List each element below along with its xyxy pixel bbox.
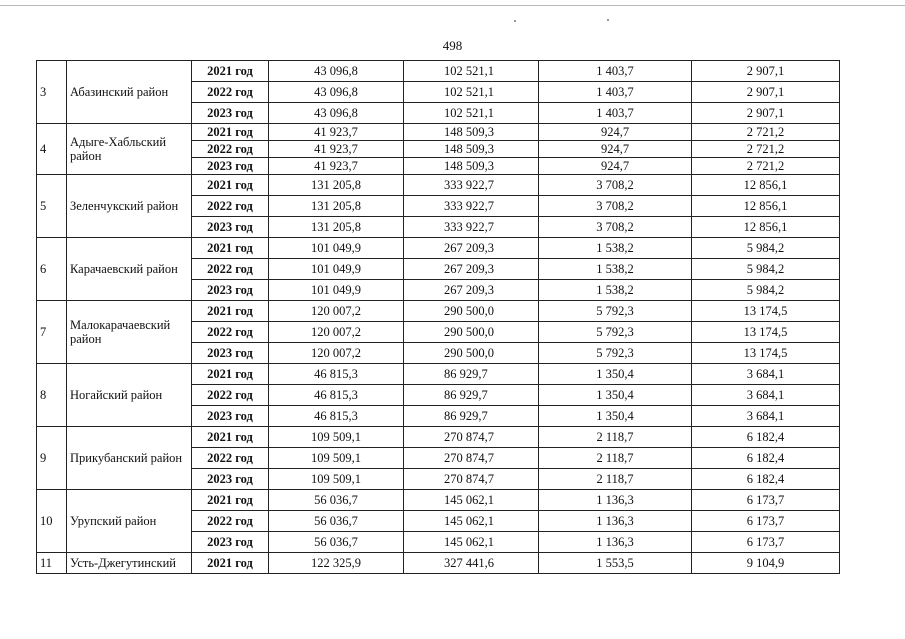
- value-cell-1: 120 007,2: [269, 301, 404, 322]
- value-cell-2: 333 922,7: [404, 217, 539, 238]
- value-cell-4: 2 907,1: [692, 61, 840, 82]
- value-cell-1: 122 325,9: [269, 553, 404, 574]
- value-cell-4: 6 173,7: [692, 490, 840, 511]
- value-cell-3: 3 708,2: [539, 175, 692, 196]
- value-cell-3: 924,7: [539, 141, 692, 158]
- year-cell: 2021 год: [192, 124, 269, 141]
- value-cell-3: 5 792,3: [539, 301, 692, 322]
- value-cell-3: 5 792,3: [539, 322, 692, 343]
- value-cell-4: 6 173,7: [692, 511, 840, 532]
- table-row: [37, 175, 840, 196]
- year-cell: 2021 год: [192, 364, 269, 385]
- district-number: 3: [37, 61, 67, 124]
- year-cell: 2021 год: [192, 301, 269, 322]
- value-cell-1: 43 096,8: [269, 103, 404, 124]
- value-cell-2: 145 062,1: [404, 532, 539, 553]
- value-cell-3: 3 708,2: [539, 196, 692, 217]
- value-cell-4: 2 907,1: [692, 103, 840, 124]
- value-cell-2: 148 509,3: [404, 124, 539, 141]
- scan-border-line: [0, 5, 905, 6]
- year-cell: 2021 год: [192, 175, 269, 196]
- district-number: 5: [37, 175, 67, 238]
- value-cell-2: 270 874,7: [404, 427, 539, 448]
- value-cell-1: 56 036,7: [269, 511, 404, 532]
- district-number: 10: [37, 490, 67, 553]
- value-cell-2: 270 874,7: [404, 448, 539, 469]
- value-cell-4: 9 104,9: [692, 553, 840, 574]
- value-cell-1: 46 815,3: [269, 406, 404, 427]
- value-cell-2: 102 521,1: [404, 82, 539, 103]
- year-cell: 2023 год: [192, 469, 269, 490]
- value-cell-1: 109 509,1: [269, 448, 404, 469]
- value-cell-2: 86 929,7: [404, 406, 539, 427]
- value-cell-1: 120 007,2: [269, 343, 404, 364]
- district-name: Ногайский район: [67, 364, 192, 427]
- year-cell: 2021 год: [192, 553, 269, 574]
- value-cell-3: 1 403,7: [539, 61, 692, 82]
- scan-speck: [607, 19, 609, 21]
- value-cell-3: 1 553,5: [539, 553, 692, 574]
- value-cell-4: 13 174,5: [692, 301, 840, 322]
- district-name: Абазинский район: [67, 61, 192, 124]
- year-cell: 2022 год: [192, 322, 269, 343]
- value-cell-2: 148 509,3: [404, 158, 539, 175]
- value-cell-2: 102 521,1: [404, 61, 539, 82]
- value-cell-1: 101 049,9: [269, 280, 404, 301]
- value-cell-2: 145 062,1: [404, 490, 539, 511]
- value-cell-1: 41 923,7: [269, 141, 404, 158]
- value-cell-4: 13 174,5: [692, 343, 840, 364]
- district-name: Урупский район: [67, 490, 192, 553]
- value-cell-3: 1 403,7: [539, 103, 692, 124]
- scan-speck: [514, 20, 516, 22]
- district-name: Зеленчукский район: [67, 175, 192, 238]
- year-cell: 2022 год: [192, 385, 269, 406]
- page-number: 498: [442, 38, 463, 53]
- value-cell-3: 2 118,7: [539, 469, 692, 490]
- value-cell-2: 327 441,6: [404, 553, 539, 574]
- value-cell-4: 12 856,1: [692, 175, 840, 196]
- value-cell-1: 46 815,3: [269, 364, 404, 385]
- value-cell-4: 6 182,4: [692, 448, 840, 469]
- value-cell-2: 86 929,7: [404, 364, 539, 385]
- value-cell-4: 6 182,4: [692, 469, 840, 490]
- year-cell: 2022 год: [192, 511, 269, 532]
- value-cell-4: 6 182,4: [692, 427, 840, 448]
- value-cell-2: 86 929,7: [404, 385, 539, 406]
- value-cell-4: 3 684,1: [692, 364, 840, 385]
- value-cell-3: 1 350,4: [539, 406, 692, 427]
- year-cell: 2023 год: [192, 158, 269, 175]
- year-cell: 2021 год: [192, 490, 269, 511]
- district-name: Усть-Джегутинский: [67, 553, 192, 574]
- table-row: [37, 301, 840, 322]
- value-cell-3: 2 118,7: [539, 448, 692, 469]
- value-cell-3: 1 538,2: [539, 280, 692, 301]
- value-cell-3: 1 538,2: [539, 259, 692, 280]
- value-cell-2: 270 874,7: [404, 469, 539, 490]
- value-cell-4: 12 856,1: [692, 196, 840, 217]
- year-cell: 2023 год: [192, 406, 269, 427]
- value-cell-3: 3 708,2: [539, 217, 692, 238]
- value-cell-3: 1 350,4: [539, 364, 692, 385]
- value-cell-2: 333 922,7: [404, 175, 539, 196]
- value-cell-3: 2 118,7: [539, 427, 692, 448]
- table-row: [37, 427, 840, 448]
- value-cell-2: 267 209,3: [404, 238, 539, 259]
- district-name: Карачаевский район: [67, 238, 192, 301]
- district-number: 8: [37, 364, 67, 427]
- value-cell-2: 333 922,7: [404, 196, 539, 217]
- value-cell-3: 1 538,2: [539, 238, 692, 259]
- value-cell-1: 101 049,9: [269, 259, 404, 280]
- district-number: 9: [37, 427, 67, 490]
- table-row: [37, 238, 840, 259]
- value-cell-2: 267 209,3: [404, 259, 539, 280]
- value-cell-4: 2 721,2: [692, 124, 840, 141]
- value-cell-2: 102 521,1: [404, 103, 539, 124]
- year-cell: 2022 год: [192, 259, 269, 280]
- district-name: Малокарачаевский район: [67, 301, 192, 364]
- value-cell-2: 290 500,0: [404, 343, 539, 364]
- value-cell-1: 109 509,1: [269, 427, 404, 448]
- value-cell-4: 12 856,1: [692, 217, 840, 238]
- value-cell-2: 290 500,0: [404, 301, 539, 322]
- value-cell-1: 131 205,8: [269, 196, 404, 217]
- value-cell-1: 41 923,7: [269, 124, 404, 141]
- value-cell-3: 1 403,7: [539, 82, 692, 103]
- value-cell-1: 101 049,9: [269, 238, 404, 259]
- value-cell-2: 148 509,3: [404, 141, 539, 158]
- district-number: 7: [37, 301, 67, 364]
- value-cell-1: 46 815,3: [269, 385, 404, 406]
- year-cell: 2021 год: [192, 61, 269, 82]
- value-cell-4: 5 984,2: [692, 259, 840, 280]
- value-cell-4: 3 684,1: [692, 385, 840, 406]
- value-cell-4: 2 721,2: [692, 158, 840, 175]
- year-cell: 2022 год: [192, 141, 269, 158]
- table-row: [37, 490, 840, 511]
- value-cell-1: 109 509,1: [269, 469, 404, 490]
- district-name: Прикубанский район: [67, 427, 192, 490]
- value-cell-1: 131 205,8: [269, 217, 404, 238]
- year-cell: 2023 год: [192, 103, 269, 124]
- year-cell: 2023 год: [192, 280, 269, 301]
- district-number: 11: [37, 553, 67, 574]
- year-cell: 2023 год: [192, 532, 269, 553]
- value-cell-3: 1 350,4: [539, 385, 692, 406]
- year-cell: 2023 год: [192, 217, 269, 238]
- district-number: 6: [37, 238, 67, 301]
- value-cell-3: 924,7: [539, 124, 692, 141]
- value-cell-2: 145 062,1: [404, 511, 539, 532]
- value-cell-4: 13 174,5: [692, 322, 840, 343]
- district-name: Адыге-Хабльский район: [67, 124, 192, 175]
- value-cell-4: 2 721,2: [692, 141, 840, 158]
- year-cell: 2022 год: [192, 196, 269, 217]
- value-cell-4: 2 907,1: [692, 82, 840, 103]
- value-cell-1: 41 923,7: [269, 158, 404, 175]
- value-cell-1: 43 096,8: [269, 61, 404, 82]
- value-cell-1: 56 036,7: [269, 490, 404, 511]
- table-row: [37, 553, 840, 574]
- value-cell-4: 3 684,1: [692, 406, 840, 427]
- table-row: [37, 61, 840, 82]
- year-cell: 2023 год: [192, 343, 269, 364]
- value-cell-4: 6 173,7: [692, 532, 840, 553]
- value-cell-3: 924,7: [539, 158, 692, 175]
- value-cell-1: 56 036,7: [269, 532, 404, 553]
- value-cell-4: 5 984,2: [692, 238, 840, 259]
- value-cell-3: 1 136,3: [539, 490, 692, 511]
- value-cell-2: 267 209,3: [404, 280, 539, 301]
- value-cell-1: 43 096,8: [269, 82, 404, 103]
- district-budget-table: [36, 60, 840, 574]
- value-cell-3: 5 792,3: [539, 343, 692, 364]
- table-body: [37, 61, 840, 574]
- district-number: 4: [37, 124, 67, 175]
- value-cell-3: 1 136,3: [539, 511, 692, 532]
- value-cell-1: 131 205,8: [269, 175, 404, 196]
- year-cell: 2022 год: [192, 448, 269, 469]
- year-cell: 2022 год: [192, 82, 269, 103]
- year-cell: 2021 год: [192, 238, 269, 259]
- table-row: [37, 124, 840, 141]
- table-row: [37, 364, 840, 385]
- value-cell-1: 120 007,2: [269, 322, 404, 343]
- value-cell-2: 290 500,0: [404, 322, 539, 343]
- value-cell-4: 5 984,2: [692, 280, 840, 301]
- year-cell: 2021 год: [192, 427, 269, 448]
- value-cell-3: 1 136,3: [539, 532, 692, 553]
